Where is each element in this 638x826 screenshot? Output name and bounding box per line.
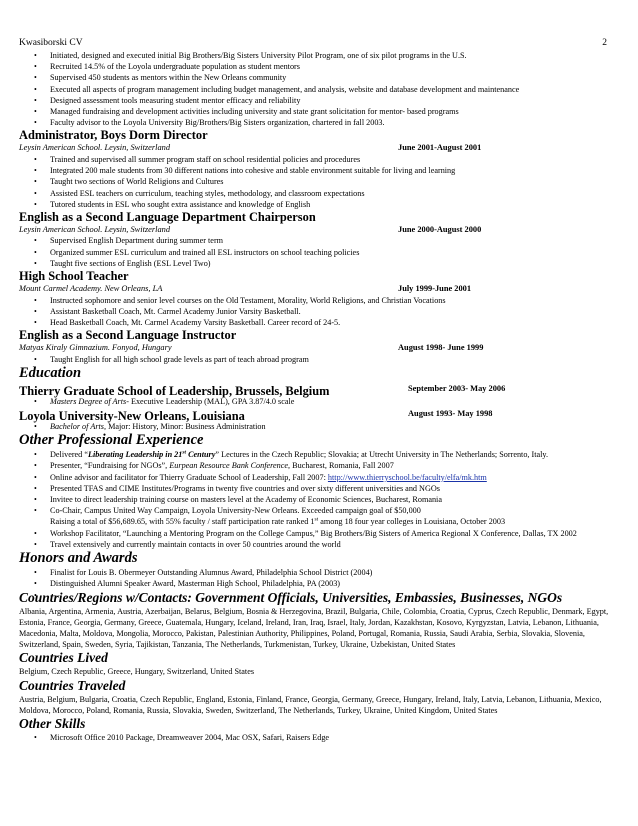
list-item: • Finalist for Louis B. Obermeyer Outstanding Alumnus Award, Philadelphia School District (2004) xyxy=(19,567,619,578)
list-item: • Designed assessment tools measuring student mentor efficacy and reliability xyxy=(19,95,619,106)
job-organization: Leysin American School. Leysin, Switzerland xyxy=(19,224,171,234)
job-dates: August 1998- June 1999 xyxy=(398,343,484,353)
list-item xyxy=(19,505,619,527)
job-organization: Mount Carmel Academy. New Orleans, LA xyxy=(19,284,163,294)
list-item xyxy=(19,460,619,471)
countries-contacts-list: Albania, Argentina, Armenia, Austria, Azerbaijan, Belarus, Belgium, Bosnia & Herzegovina, Brazil, Bulgaria, Chile, Colombia, Croatia, Cyprus, Czech Republic, Denmark, Egypt, Estonia, France, Georgia, Germany, Greece, Guatemala, Hungary, Iceland, Ireland, Iran, Iraq, Israel, Italy, Jordan, Kazakhstan, Kosovo, Kyrgyzstan, Latvia, Lebanon, Lithuania, Macedonia, Malta, Moldova, Mongolia, Morocco, Pakistan, Palestinian Authority, Philippines, Poland, Portugal, Romania, Russia, Saudi Arabia, Serbia, Slovakia, Slovenia, Switzerland, Spain, Sweden, Syria, Tajikistan, Tanzania, The Netherlands, Turkmenistan, Turkey, Ukraine, Uzbekistan, United States xyxy=(19,606,609,650)
list-item: • Executed all aspects of program management including budget management, and analysis, website and database development and maintenance xyxy=(19,84,619,95)
honors-heading: Honors and Awards xyxy=(19,550,138,567)
list-item xyxy=(19,449,619,460)
school-name: Thierry Graduate School of Leadership, Brussels, Belgium xyxy=(19,383,330,398)
list-item: • Trained and supervised all summer program staff on school residential policies and procedures xyxy=(19,154,619,165)
job-organization: Matyas Kiraly Gimnazium. Fonyod, Hungary xyxy=(19,343,172,353)
education-entry xyxy=(19,382,619,396)
job-bullet-list xyxy=(19,235,619,269)
job-org-row xyxy=(19,283,619,295)
job-org-row xyxy=(19,224,619,236)
job-bullet-list xyxy=(19,354,619,365)
list-item: • Supervised 450 students as mentors within the New Orleans community xyxy=(19,72,619,83)
job-org-row xyxy=(19,342,619,354)
countries-lived-heading: Countries Lived xyxy=(19,650,108,666)
cv-name: Kwasiborski CV xyxy=(19,38,83,48)
list-item: • Tutored students in ESL who sought extra assistance and knowledge of English xyxy=(19,199,619,210)
degree-list xyxy=(19,396,619,407)
list-item: • Head Basketball Coach, Mt. Carmel Academy Varsity Basketball. Career record of 24-5. xyxy=(19,317,619,328)
education-heading: Education xyxy=(19,364,82,381)
job-bullet-list xyxy=(19,295,619,329)
list-item: • Recruited 14.5% of the Loyola undergraduate population as student mentors xyxy=(19,61,619,72)
list-item: • Distinguished Alumni Speaker Award, Masterman High School, Philadelphia, PA (2003) xyxy=(19,578,619,589)
job-dates: July 1999-June 2001 xyxy=(398,284,472,294)
job-title: High School Teacher xyxy=(19,269,129,284)
list-item: • Supervised English Department during summer term xyxy=(19,235,619,246)
degree-list xyxy=(19,421,619,432)
list-item: • Taught five sections of English (ESL Level Two) xyxy=(19,258,619,269)
item-text: Raising a total of $56,689.65, with 55% faculty / staff participation rate ranked 1 xyxy=(50,517,315,527)
job-dates: June 2000-August 2000 xyxy=(398,224,482,234)
job-title: English as a Second Language Instructor xyxy=(19,328,237,343)
experience-heading: Other Professional Experience xyxy=(19,432,204,449)
faculty-link[interactable]: http://www.thierryschool.be/faculty/elfa/mk.htm xyxy=(327,472,487,482)
item-text: Delivered “ xyxy=(50,450,88,460)
job-entry xyxy=(19,269,619,328)
list-item: • Workshop Facilitator, “Launching a Mentoring Program on the College Campus,” Big Brothers/Big Sisters of America Regional X Conference, Dallas, TX 2002 xyxy=(19,528,619,539)
job-title: Administrator, Boys Dorm Director xyxy=(19,128,208,143)
experience-list xyxy=(19,449,619,550)
list-item: • Initiated, designed and executed initial Big Brothers/Big Sisters University Pilot Program, one of six pilot programs in the U.S. xyxy=(19,50,619,61)
conference-name: Eurpean Resource Bank Conference xyxy=(169,461,289,471)
countries-traveled-heading: Countries Traveled xyxy=(19,677,126,693)
job-entry xyxy=(19,128,619,210)
item-text: , Bucharest, Romania, Fall 2007 xyxy=(288,461,394,471)
education-dates: August 1993- May 1998 xyxy=(408,409,493,419)
degree-details: - Executive Leadership (MAL), GPA 3.87/4.0 scale xyxy=(126,396,295,406)
list-item: • Managed fundraising and development activities including university and state grant solicitation for mentor- based programs xyxy=(19,106,619,117)
list-item: • Assisted ESL teachers on curriculum, teaching styles, methodology, and classroom expectations xyxy=(19,188,619,199)
cv-page xyxy=(19,38,619,743)
education-entry xyxy=(19,407,619,424)
page-number: 2 xyxy=(602,38,607,48)
job-dates: June 2001-August 2001 xyxy=(398,143,482,153)
degree-item xyxy=(19,421,619,432)
item-text: Online advisor and facilitator for Thierry Graduate School of Leadership, Fall 2007: xyxy=(50,472,328,482)
degree-name: Masters Degree of Arts xyxy=(50,396,127,406)
superscript: st xyxy=(182,449,187,456)
item-text: ” Lectures in the Czech Republic; Slovakia; at Utrecht University in The Netherlands; Sorrento, Italy. xyxy=(215,450,549,460)
item-text: Co-Chair, Campus United Way Campaign, Loyola University-New Orleans. Exceeded campaign goal of $50,000 xyxy=(50,506,421,516)
list-item: • Microsoft Office 2010 Package, Dreamweaver 2004, Mac OSX, Safari, Raisers Edge xyxy=(19,732,619,743)
education-dates: September 2003- May 2006 xyxy=(408,383,506,393)
job-entry xyxy=(19,328,619,365)
top-bullet-list xyxy=(19,50,619,128)
job-bullet-list xyxy=(19,154,619,210)
superscript: st xyxy=(314,516,319,523)
list-item xyxy=(19,472,619,483)
school-name: Loyola University-New Orleans, Louisiana xyxy=(19,409,245,424)
lecture-title: Century xyxy=(186,450,216,460)
list-item: • Assistant Basketball Coach, Mt. Carmel Academy Junior Varsity Basketball. xyxy=(19,306,619,317)
countries-traveled-list: Austria, Belgium, Bulgaria, Croatia, Czech Republic, England, Estonia, Finland, France, Georgia, Germany, Greece, Hungary, Ireland, Italy, Latvia, Lebanon, Lithuania, Mexico, Moldova, Morocco, Poland, Romania, Russia, Slovakia, Sweden, Switzerland, The Netherlands, Turkey, Ukraine, United Kingdom, United States xyxy=(19,694,602,715)
job-organization: Leysin American School. Leysin, Switzerland xyxy=(19,143,171,153)
skills-heading: Other Skills xyxy=(19,715,86,731)
countries-contacts-heading: Countries/Regions w/Contacts: Government Officials, Universities, Embassies, Businesses, NGOs xyxy=(19,589,563,605)
list-item: • Taught English for all high school grade levels as part of teach abroad program xyxy=(19,354,619,365)
skills-list xyxy=(19,732,619,743)
page-header xyxy=(19,38,619,50)
list-item: • Presented TFAS and CIME Institutes/Programs in twenty five countries and over sixty different universities and NGOs xyxy=(19,483,619,494)
job-entry xyxy=(19,210,619,269)
list-item: • Taught two sections of World Religions and Cultures xyxy=(19,176,619,187)
item-text: among 18 four year colleges in Louisiana, October 2003 xyxy=(318,517,506,527)
job-title: English as a Second Language Department Chairperson xyxy=(19,209,316,224)
honors-list xyxy=(19,567,619,589)
degree-name: Bachelor of Arts, xyxy=(50,422,107,432)
list-item: • Invitee to direct leadership training course on masters level at the Academy of Economic Sciences, Bucharest, Romania xyxy=(19,494,619,505)
job-org-row xyxy=(19,142,619,154)
list-item: • Travel extensively and currently maintain contacts in over 50 countries around the world xyxy=(19,539,619,550)
list-item: • Instructed sophomore and senior level courses on the Old Testament, Morality, World Religions, and Christian Vocations xyxy=(19,295,619,306)
degree-details: Major: History, Minor: Business Administration xyxy=(106,422,266,432)
degree-item xyxy=(19,396,619,407)
lecture-title: Liberating Leadership in 21 xyxy=(87,450,183,460)
list-item: • Faculty advisor to the Loyola University Big/Brothers/Big Sisters organization, chartered in fall 2003. xyxy=(19,117,619,128)
list-item: • Integrated 200 male students from 30 different nations into cohesive and stable environment suitable for living and learning xyxy=(19,165,619,176)
item-text: Presenter, “Fundraising for NGOs”, xyxy=(50,461,170,471)
list-item: • Organized summer ESL curriculum and trained all ESL instructors on school teaching policies xyxy=(19,247,619,258)
countries-lived-list: Belgium, Czech Republic, Greece, Hungary, Switzerland, United States xyxy=(19,667,255,677)
